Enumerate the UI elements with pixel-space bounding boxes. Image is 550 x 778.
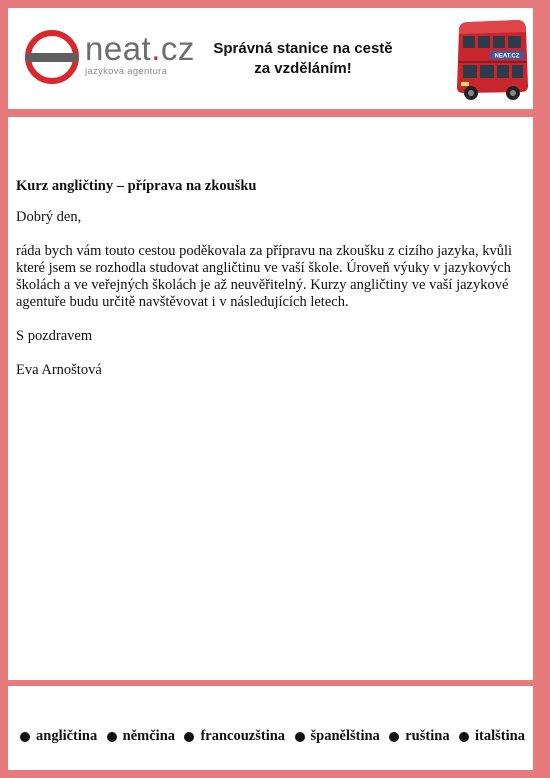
bullet-icon (107, 732, 117, 742)
language-item: francouzština (184, 728, 285, 745)
logo-wordmark: neat.cz (85, 30, 195, 67)
language-item: němčina (107, 728, 175, 745)
bullet-icon (295, 732, 305, 742)
letter-body: ráda bych vám touto cestou poděkovala za přípravu na zkoušku z cizího jazyka, kvůli které jsem se rozhodla studovat angličtinu ve vaší škole. Úroveň výuky v jazykových školách a ve veřejných školách je až neuvěřitelný. Kurzy angličtiny ve vaší jazykové agentuře budu určitě navštěvovat i v následujících letech. (16, 243, 513, 310)
slogan (205, 39, 401, 79)
slogan-line-2: za vzděláním! (254, 60, 352, 77)
bullet-icon (459, 732, 469, 742)
letter-closing: S pozdravem (16, 328, 93, 344)
footer (8, 686, 533, 770)
letter-panel (8, 117, 533, 680)
letter-signature: Eva Arnoštová (16, 362, 102, 378)
language-item: italština (459, 728, 525, 745)
bullet-icon (389, 732, 399, 742)
slogan-line-1: Správná stanice na cestě (213, 40, 393, 57)
bullet-icon (184, 732, 194, 742)
letter (16, 178, 521, 396)
logo-ring-icon (24, 29, 80, 85)
logo-subtitle: jazyková agentura (85, 66, 168, 77)
language-item: španělština (295, 728, 380, 745)
language-list (20, 728, 525, 745)
letter-greeting: Dobrý den, (16, 209, 82, 225)
letter-title: Kurz angličtiny – příprava na zkoušku (16, 178, 257, 194)
language-item: ruština (389, 728, 449, 745)
language-item: angličtina (20, 728, 97, 745)
double-decker-bus-icon (451, 16, 531, 102)
bus-sign: NEAT.CZ (494, 53, 520, 60)
header (8, 8, 533, 109)
bullet-icon (20, 732, 30, 742)
